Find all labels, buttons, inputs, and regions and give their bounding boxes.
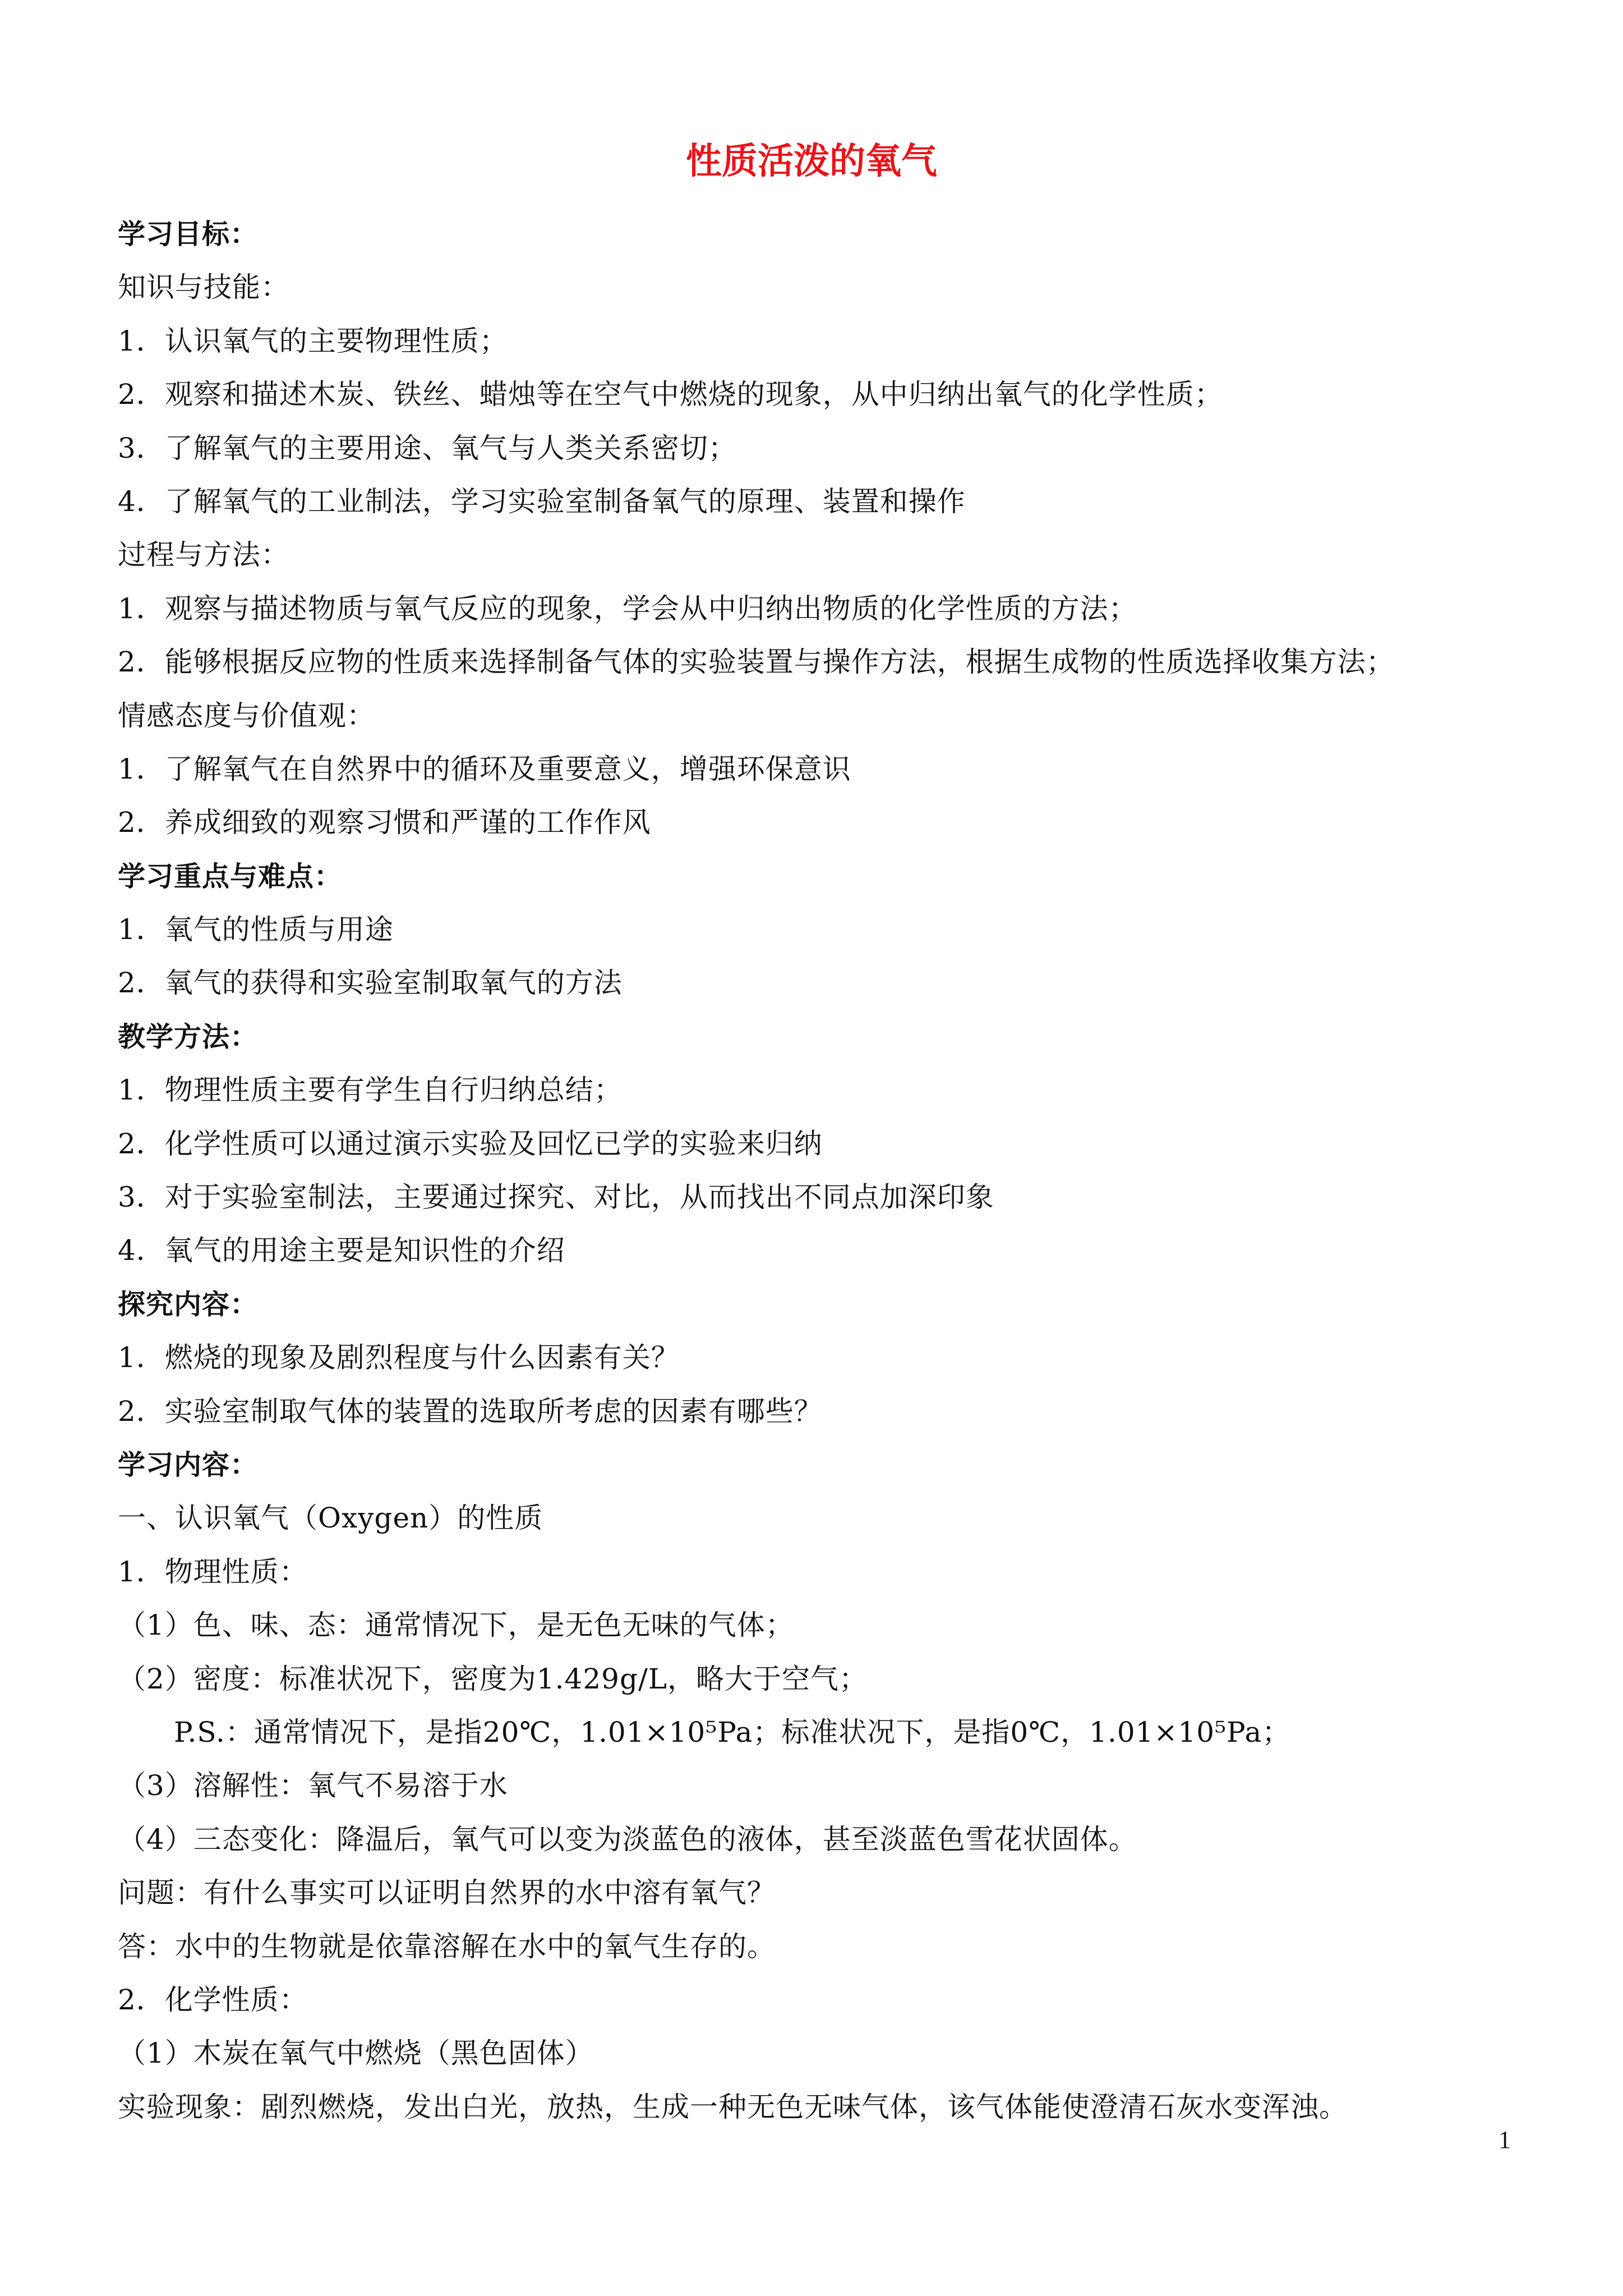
text-line: 3．对于实验室制法，主要通过探究、对比，从而找出不同点加深印象 xyxy=(118,1181,994,1214)
text-line: 2．观察和描述木炭、铁丝、蜡烛等在空气中燃烧的现象，从中归纳出氧气的化学性质； xyxy=(118,378,1223,411)
section-heading: 教学方法： xyxy=(118,1020,259,1053)
section-heading: 学习目标： xyxy=(118,218,259,250)
text-line: 4．了解氧气的工业制法，学习实验室制备氧气的原理、装置和操作 xyxy=(118,485,966,518)
document-body xyxy=(118,208,1531,2134)
text-line: 知识与技能： xyxy=(118,271,289,304)
text-line: 1．观察与描述物质与氧气反应的现象，学会从中归纳出物质的化学性质的方法； xyxy=(118,592,1137,625)
text-line: 1．物理性质主要有学生自行归纳总结； xyxy=(118,1074,623,1107)
text-line: （1）木炭在氧气中燃烧（黑色固体） xyxy=(118,2037,594,2070)
text-line: （4）三态变化：降温后，氧气可以变为淡蓝色的液体，甚至淡蓝色雪花状固体。 xyxy=(118,1823,1137,1856)
text-line: 过程与方法： xyxy=(118,539,289,572)
text-line: （3）溶解性：氧气不易溶于水 xyxy=(118,1769,508,1802)
text-line: 实验现象：剧烈燃烧，发出白光，放热，生成一种无色无味气体，该气体能使澄清石灰水变浑浊。 xyxy=(118,2090,1348,2123)
text-line: （1）色、味、态：通常情况下，是无色无味的气体； xyxy=(118,1609,794,1642)
text-line: 情感态度与价值观： xyxy=(118,699,375,732)
text-line: 1．氧气的性质与用途 xyxy=(118,913,394,946)
document-title: 性质活泼的氧气 xyxy=(686,141,937,182)
text-line: （2）密度：标准状况下，密度为1.429g/L，略大于空气； xyxy=(118,1662,868,1695)
text-line: P.S.：通常情况下，是指20℃，1.01×10⁵Pa；标准状况下，是指0℃，1.01×10⁵Pa； xyxy=(174,1715,1291,1749)
section-heading: 探究内容： xyxy=(118,1288,259,1320)
text-line: 1．认识氧气的主要物理性质； xyxy=(118,324,508,357)
text-line: 2．氧气的获得和实验室制取氧气的方法 xyxy=(118,967,623,1000)
text-line: 2．能够根据反应物的性质来选择制备气体的实验装置与操作方法，根据生成物的性质选择收集方法； xyxy=(118,646,1395,679)
text-line: 2．化学性质可以通过演示实验及回忆已学的实验来归纳 xyxy=(118,1127,823,1160)
text-line: 4．氧气的用途主要是知识性的介绍 xyxy=(118,1234,565,1267)
text-line: 一、认识氧气（Oxygen）的性质 xyxy=(118,1502,543,1535)
section-heading: 学习内容： xyxy=(118,1448,259,1481)
text-line: 答：水中的生物就是依靠溶解在水中的氧气生存的。 xyxy=(118,1930,776,1963)
text-line: 1．燃烧的现象及剧烈程度与什么因素有关？ xyxy=(118,1341,680,1374)
text-line: 1．了解氧气在自然界中的循环及重要意义，增强环保意识 xyxy=(118,752,851,785)
text-line: 2．实验室制取气体的装置的选取所考虑的因素有哪些？ xyxy=(118,1395,823,1428)
text-line: 2．化学性质： xyxy=(118,1983,308,2016)
text-line: 3．了解氧气的主要用途、氧气与人类关系密切； xyxy=(118,431,737,464)
page-number: 1 xyxy=(1498,2126,1511,2154)
text-line: 2．养成细致的观察习惯和严谨的工作作风 xyxy=(118,806,651,839)
text-line: 1．物理性质： xyxy=(118,1555,308,1588)
section-heading: 学习重点与难点： xyxy=(118,860,343,892)
text-line: 问题：有什么事实可以证明自然界的水中溶有氧气？ xyxy=(118,1876,776,1910)
